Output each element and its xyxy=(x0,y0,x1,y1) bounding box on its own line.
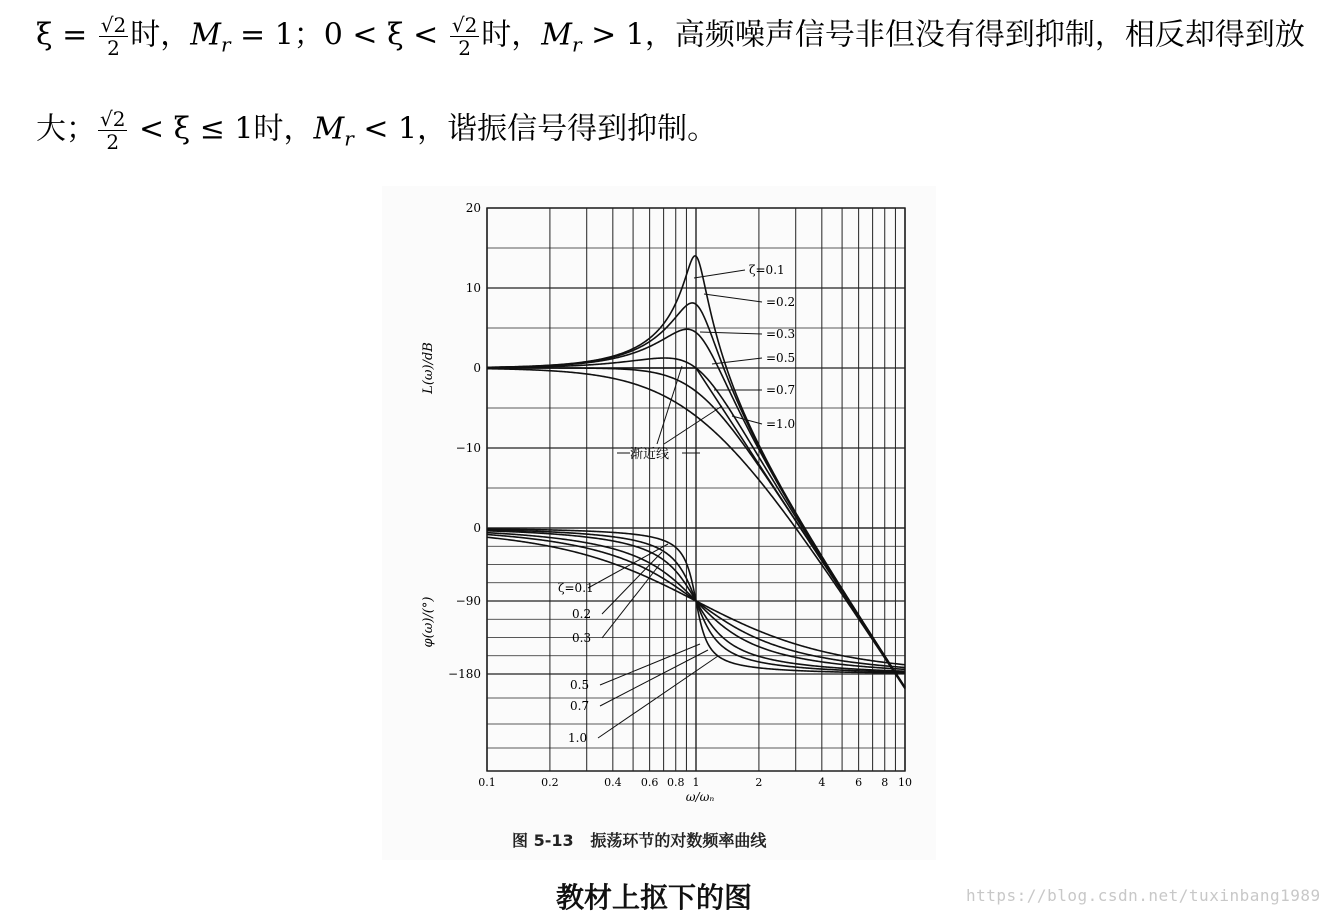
text-segment: 时， xyxy=(130,17,191,53)
fraction-numerator: √2 xyxy=(451,13,478,37)
x-tick-label: 0.4 xyxy=(604,776,622,789)
figure-caption: 图 5-13 振荡环节的对数频率曲线 xyxy=(512,831,767,850)
sqrt2-over-2-fraction xyxy=(450,14,479,59)
r-subscript: r xyxy=(344,126,354,151)
r-subscript: r xyxy=(572,32,582,57)
equals-sign: = xyxy=(52,17,97,53)
magnitude-axis-label: L(ω)/dB xyxy=(421,342,436,394)
magnitude-tick-label: 0 xyxy=(473,361,481,375)
magnitude-tick-label: −10 xyxy=(455,441,481,455)
magnitude-zeta-label: =0.5 xyxy=(766,351,796,365)
plot-grid xyxy=(487,208,905,771)
phase-tick-label: −90 xyxy=(455,594,481,608)
leader-line xyxy=(664,406,722,444)
phase-zeta-label: 0.7 xyxy=(570,699,590,713)
sqrt2-over-2-fraction xyxy=(99,14,128,59)
leader-line xyxy=(598,656,718,738)
fraction-denominator: 2 xyxy=(106,130,120,154)
fraction-denominator: 2 xyxy=(458,36,471,60)
text-segment: < 1，谐振信号得到抑制。 xyxy=(353,111,718,147)
leader-line xyxy=(657,366,682,444)
x-tick-label: 6 xyxy=(855,776,863,789)
paragraph-line-2 xyxy=(36,108,717,159)
text-segment: 时， xyxy=(481,17,542,53)
magnitude-zeta-label: =0.7 xyxy=(766,383,796,397)
bode-plot-figure xyxy=(382,186,936,860)
text-segment: 大； xyxy=(36,111,96,147)
phase-tick-label: −180 xyxy=(448,667,481,681)
magnitude-tick-label: 10 xyxy=(465,281,481,295)
r-subscript: r xyxy=(220,32,231,57)
magnitude-zeta-label: =1.0 xyxy=(766,417,796,431)
magnitude-zeta-label: =0.3 xyxy=(766,327,796,341)
text-segment: > 1，高频噪声信号非但没有得到抑制，相反却得到放 xyxy=(581,17,1305,53)
x-tick-label: 0.6 xyxy=(640,776,659,789)
paragraph-line-1 xyxy=(36,14,1305,65)
image-caption: 教材上抠下的图 xyxy=(556,881,753,914)
phase-zeta-label: 0.5 xyxy=(570,678,590,692)
fraction-numerator: √2 xyxy=(100,13,127,37)
x-tick-label: 10 xyxy=(898,776,912,789)
asymptote-label: 渐近线 xyxy=(630,447,670,462)
x-axis-label: ω/ωₙ xyxy=(685,790,715,804)
x-tick-label: 0.2 xyxy=(541,776,559,789)
phase-zeta-label: ζ=0.1 xyxy=(558,581,594,595)
bode-plot-svg xyxy=(382,186,936,860)
fraction-denominator: 2 xyxy=(107,36,120,60)
sqrt2-over-2-fraction xyxy=(98,108,127,153)
phase-axis-label: φ(ω)/(°) xyxy=(421,596,436,648)
x-tick-label: 1 xyxy=(692,776,700,789)
phase-zeta-label: 0.3 xyxy=(572,631,592,645)
text-segment: = 1；0 < ξ < xyxy=(230,17,448,53)
M-symbol: M xyxy=(313,111,345,147)
magnitude-tick-label: 20 xyxy=(465,201,481,215)
x-tick-label: 0.8 xyxy=(666,776,685,789)
phase-tick-label: 0 xyxy=(473,521,481,535)
phase-zeta-label: 1.0 xyxy=(568,731,588,745)
text-segment: < ξ ≤ 1时， xyxy=(129,111,314,147)
x-tick-label: 8 xyxy=(881,776,889,789)
watermark: https://blog.csdn.net/tuxinbang1989 xyxy=(966,886,1321,905)
phase-zeta-label: 0.2 xyxy=(572,607,592,621)
magnitude-zeta-label: =0.2 xyxy=(766,295,796,309)
xi-symbol: ξ xyxy=(36,17,53,53)
x-tick-label: 0.1 xyxy=(478,776,496,789)
magnitude-zeta-label: ζ=0.1 xyxy=(749,263,785,277)
M-symbol: M xyxy=(541,17,573,53)
leader-line xyxy=(700,332,762,334)
fraction-numerator: √2 xyxy=(100,107,126,131)
x-tick-label: 4 xyxy=(818,776,826,789)
leader-line xyxy=(704,294,762,302)
x-tick-label: 2 xyxy=(755,776,763,789)
M-symbol: M xyxy=(190,17,221,53)
